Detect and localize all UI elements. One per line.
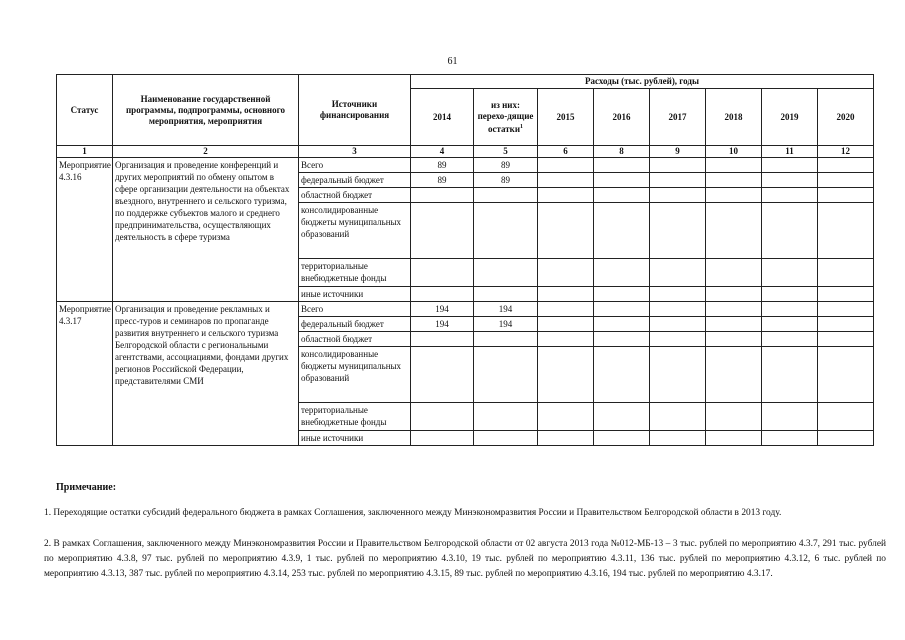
table-body xyxy=(57,146,874,446)
value-2014 xyxy=(411,287,474,302)
note-2: 2. В рамках Соглашения, заключенного между Минэкономразвития России и Правительством Белгородской области от 02 августа 2013 года №012-МБ-13 – 3 тыс. рублей по мероприятию 4.3.7, 291 тыс. рублей по мероприятию 4.3.8, 97 тыс. рублей по мероприятию 4.3.9, 1 тыс. рублей по мероприятию 4.3.10, 19 тыс. рублей по мероприятию 4.3.11, 136 тыс. рублей по мероприятию 4.3.12, 6 тыс. рублей по мероприятию 4.3.13, 387 тыс. рублей по мероприятию 4.3.14, 253 тыс. рублей по мероприятию 4.3.15, 89 тыс. рублей по мероприятию 4.3.16, 194 тыс. рублей по мероприятию 4.3.17. xyxy=(44,539,886,579)
value-carryover xyxy=(474,259,538,287)
column-number: 1 xyxy=(57,146,113,158)
value-carryover xyxy=(474,188,538,203)
value-empty xyxy=(706,287,762,302)
funding-source: Всего xyxy=(299,302,411,317)
column-number: 2 xyxy=(113,146,299,158)
value-2014 xyxy=(411,431,474,446)
funding-source: Всего xyxy=(299,158,411,173)
value-empty xyxy=(762,203,818,259)
header-year-2017: 2017 xyxy=(650,89,706,146)
value-empty xyxy=(818,403,874,431)
header-year-2015: 2015 xyxy=(538,89,594,146)
value-carryover xyxy=(474,203,538,259)
column-number: 9 xyxy=(650,146,706,158)
value-empty xyxy=(594,403,650,431)
value-2014 xyxy=(411,347,474,403)
funding-source: консолидированные бюджеты муниципальных образований xyxy=(299,347,411,403)
value-empty xyxy=(818,203,874,259)
table-row xyxy=(57,302,874,317)
value-empty xyxy=(538,332,594,347)
header-year-2016: 2016 xyxy=(594,89,650,146)
column-number: 5 xyxy=(474,146,538,158)
value-2014 xyxy=(411,188,474,203)
value-carryover xyxy=(474,332,538,347)
value-empty xyxy=(818,173,874,188)
value-empty xyxy=(594,287,650,302)
value-2014 xyxy=(411,403,474,431)
value-empty xyxy=(594,259,650,287)
value-empty xyxy=(594,332,650,347)
page-number: 61 xyxy=(447,56,458,67)
value-empty xyxy=(818,317,874,332)
value-2014: 89 xyxy=(411,173,474,188)
funding-source: территориальные внебюджетные фонды xyxy=(299,259,411,287)
value-empty xyxy=(538,403,594,431)
value-empty xyxy=(538,302,594,317)
value-empty xyxy=(650,431,706,446)
header-name: Наименование государственной программы, подпрограммы, основного мероприятия, мероприятия xyxy=(113,75,299,146)
value-empty xyxy=(650,302,706,317)
value-empty xyxy=(594,188,650,203)
value-empty xyxy=(706,203,762,259)
funding-source: областной бюджет xyxy=(299,332,411,347)
value-empty xyxy=(594,317,650,332)
value-empty xyxy=(762,403,818,431)
funding-source: консолидированные бюджеты муниципальных образований xyxy=(299,203,411,259)
value-empty xyxy=(762,332,818,347)
header-year-2020: 2020 xyxy=(818,89,874,146)
value-empty xyxy=(706,173,762,188)
value-empty xyxy=(538,173,594,188)
value-empty xyxy=(818,302,874,317)
value-carryover: 89 xyxy=(474,173,538,188)
note-1: 1. Переходящие остатки субсидий федерального бюджета в рамках Соглашения, заключенного между Минэкономразвития России и Правительством Белгородской области в 2013 году. xyxy=(44,508,782,518)
header-year-2014: 2014 xyxy=(411,89,474,146)
value-empty xyxy=(762,173,818,188)
column-number: 3 xyxy=(299,146,411,158)
value-empty xyxy=(762,287,818,302)
funding-source: иные источники xyxy=(299,431,411,446)
value-empty xyxy=(650,158,706,173)
value-carryover: 89 xyxy=(474,158,538,173)
value-2014: 194 xyxy=(411,302,474,317)
value-carryover xyxy=(474,403,538,431)
value-empty xyxy=(762,158,818,173)
funding-source: федеральный бюджет xyxy=(299,173,411,188)
value-carryover: 194 xyxy=(474,317,538,332)
header-status: Статус xyxy=(57,75,113,146)
funding-source: областной бюджет xyxy=(299,188,411,203)
value-empty xyxy=(650,173,706,188)
value-empty xyxy=(762,188,818,203)
value-empty xyxy=(706,317,762,332)
value-empty xyxy=(706,347,762,403)
value-empty xyxy=(594,158,650,173)
value-empty xyxy=(538,259,594,287)
event-name: Организация и проведение рекламных и пресс-туров и семинаров по пропаганде развития внутреннего и сельского туризма Белгородской области с региональными агентствами, ассоциациями, фондами других регионов Российской Федерации, представителями СМИ xyxy=(113,302,299,446)
value-empty xyxy=(818,431,874,446)
value-2014 xyxy=(411,332,474,347)
value-empty xyxy=(650,287,706,302)
value-empty xyxy=(650,332,706,347)
value-empty xyxy=(818,347,874,403)
column-number: 10 xyxy=(706,146,762,158)
funding-source: федеральный бюджет xyxy=(299,317,411,332)
value-empty xyxy=(594,173,650,188)
value-empty xyxy=(650,317,706,332)
value-empty xyxy=(650,403,706,431)
value-2014: 194 xyxy=(411,317,474,332)
value-carryover xyxy=(474,287,538,302)
column-number: 11 xyxy=(762,146,818,158)
value-empty xyxy=(762,431,818,446)
value-empty xyxy=(594,347,650,403)
column-number: 6 xyxy=(538,146,594,158)
value-empty xyxy=(650,203,706,259)
column-number: 12 xyxy=(818,146,874,158)
value-empty xyxy=(818,158,874,173)
column-number: 4 xyxy=(411,146,474,158)
value-empty xyxy=(818,188,874,203)
value-empty xyxy=(706,332,762,347)
funding-source: иные источники xyxy=(299,287,411,302)
table-row xyxy=(57,158,874,173)
value-empty xyxy=(650,347,706,403)
value-empty xyxy=(650,259,706,287)
value-empty xyxy=(538,287,594,302)
value-2014 xyxy=(411,203,474,259)
notes-title: Примечание: xyxy=(56,482,117,493)
value-empty xyxy=(818,332,874,347)
value-empty xyxy=(538,203,594,259)
value-empty xyxy=(538,317,594,332)
value-carryover xyxy=(474,347,538,403)
value-empty xyxy=(706,403,762,431)
header-sources: Источники финансирования xyxy=(299,75,411,146)
value-empty xyxy=(762,259,818,287)
value-empty xyxy=(706,188,762,203)
value-empty xyxy=(650,188,706,203)
value-empty xyxy=(594,431,650,446)
value-empty xyxy=(538,347,594,403)
value-empty xyxy=(594,203,650,259)
event-name: Организация и проведение конференций и других мероприятий по обмену опытом в сфере организации деятельности на объектах въездного, внутреннего и сельского туризма, по поддержке субъектов малого и среднего предпринимательства, осуществляющих деятельность в сфере туризма xyxy=(113,158,299,302)
expenses-table xyxy=(56,74,874,446)
value-empty xyxy=(818,259,874,287)
value-empty xyxy=(538,431,594,446)
event-status: Мероприятие 4.3.17 xyxy=(57,302,113,446)
value-empty xyxy=(594,302,650,317)
value-empty xyxy=(762,302,818,317)
value-empty xyxy=(706,431,762,446)
value-carryover: 194 xyxy=(474,302,538,317)
value-2014 xyxy=(411,259,474,287)
value-2014: 89 xyxy=(411,158,474,173)
column-number-row xyxy=(57,146,874,158)
value-empty xyxy=(706,259,762,287)
funding-source: территориальные внебюджетные фонды xyxy=(299,403,411,431)
value-empty xyxy=(538,188,594,203)
value-empty xyxy=(706,302,762,317)
value-empty xyxy=(818,287,874,302)
value-empty xyxy=(762,347,818,403)
column-number: 8 xyxy=(594,146,650,158)
value-empty xyxy=(706,158,762,173)
value-empty xyxy=(762,317,818,332)
header-carryover: из них: перехо-дящие остатки$^1$ xyxy=(474,89,538,146)
header-year-2019: 2019 xyxy=(762,89,818,146)
header-year-2018: 2018 xyxy=(706,89,762,146)
event-status: Мероприятие 4.3.16 xyxy=(57,158,113,302)
header-expenses: Расходы (тыс. рублей), годы xyxy=(411,75,874,89)
value-carryover xyxy=(474,431,538,446)
value-empty xyxy=(538,158,594,173)
